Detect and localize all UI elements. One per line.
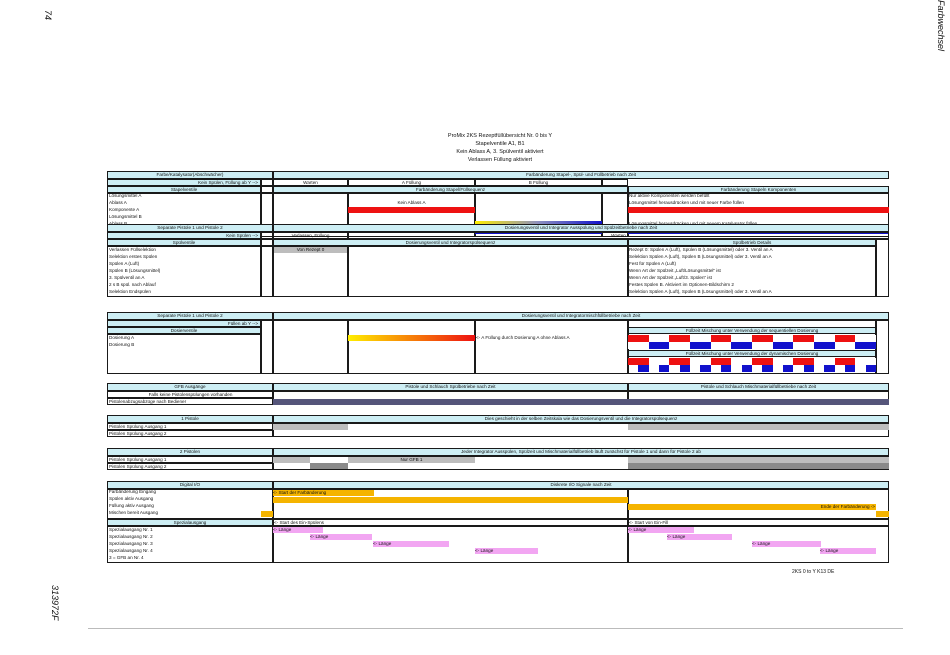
dosing-block-b bbox=[669, 342, 690, 349]
dosing-block-a bbox=[752, 335, 773, 342]
s3-body-c bbox=[475, 320, 628, 374]
s6-head-right: Jeder Integrator Ausspülen, Spülzeit und Mischmaterialfüllbetrieb läuft zunächst für Pistole 1 und dann für Pistole 2 ab bbox=[273, 448, 889, 456]
dosing-block-b bbox=[814, 342, 835, 349]
s2-row-label: Selektion erstes Spülen bbox=[109, 254, 158, 259]
document-number: 313972F bbox=[50, 585, 60, 621]
dosing-block-b bbox=[845, 365, 855, 372]
s6-gun2-fill bbox=[628, 463, 889, 469]
s7-row-label: Füllung aktiv Ausgang bbox=[109, 503, 154, 508]
s2-head-right: Dosierungsventil und Integrator Ausspülung und Spülzeitbetriebe nach Zeit bbox=[273, 224, 889, 232]
s2-col-gap bbox=[261, 239, 273, 246]
dosing-block-a bbox=[711, 358, 732, 365]
s7-row-label: Spülen aktiv Ausgang bbox=[109, 496, 154, 501]
dosing-block-b bbox=[762, 365, 772, 372]
s2-detail: Festes Spülen B. Aktiviert im Optionen-Bildschirm 2 bbox=[629, 282, 734, 287]
s3-body-b bbox=[348, 320, 475, 374]
s2-detail: Fest für Spülen A (Luft) bbox=[629, 261, 676, 266]
s7-head-right: Diskrete I/O Signale nach Zeit bbox=[273, 481, 889, 489]
dosing-block-b bbox=[690, 342, 711, 349]
s1-head-right: Farbänderung Stapel-, Spül- und Füllbetrieb nach Zeit bbox=[273, 171, 889, 179]
s2-row-label: Spülen B (Lösungsmittel) bbox=[109, 268, 161, 273]
s7-row-label: Mischen bereit Ausgang bbox=[109, 510, 159, 515]
dosing-block-b bbox=[711, 342, 732, 349]
s1-col-mid: Farbänderung Stapel/Füllsequenz bbox=[273, 186, 628, 193]
s4-pistol-trigger-bar bbox=[273, 399, 889, 405]
s4-row-label: Falls keine Pistolenspülungen vorhanden bbox=[107, 391, 273, 398]
s2-col-right: Spülbetrieb Details bbox=[628, 239, 876, 246]
s7-spez-start: <- Start des Ein-Spülens bbox=[273, 519, 628, 526]
s1-row-label: Lösungsmittel B bbox=[109, 214, 142, 219]
s4-row-label: Pistolenabzugsabzüge nach Bediener bbox=[107, 398, 273, 405]
s7-spez-row: Spezialausgang Nr. 4 bbox=[109, 548, 153, 553]
s3-note: <- A Füllung durch Dosierung A ohne Ablass A bbox=[476, 335, 570, 340]
dosing-block-a bbox=[814, 335, 835, 342]
s1-col-right: Farbänderung Stapeln Komponenten bbox=[628, 186, 889, 193]
s2-warten: Warten bbox=[348, 232, 889, 239]
s7-spez-row: 3 = GFB an Nr. 4 bbox=[109, 555, 144, 560]
s6-gun1-a bbox=[273, 457, 310, 463]
s5-row-label: Pistolen Spülung Ausgang 1 bbox=[107, 423, 273, 430]
dosing-block-b bbox=[804, 365, 814, 372]
dosing-block-a bbox=[649, 335, 670, 342]
dosing-block-a bbox=[793, 335, 814, 342]
dosing-block-a bbox=[669, 335, 690, 342]
dosing-block-b bbox=[742, 365, 752, 372]
page-number: 74 bbox=[43, 10, 53, 21]
s7-laenge-bar: <- Länge bbox=[310, 534, 372, 540]
s2-col-left: Spülventile bbox=[107, 239, 261, 246]
s3-body-end bbox=[876, 320, 889, 374]
s3-head-left: Separate Pistole 1 und Pistole 2 bbox=[107, 312, 273, 320]
s7-laenge-bar: <- Länge bbox=[820, 548, 876, 554]
s3-row-label: Dosierung A bbox=[109, 335, 135, 340]
s2-body-end bbox=[876, 239, 889, 297]
dosing-block-a bbox=[731, 358, 752, 365]
s2-body-gap bbox=[261, 246, 273, 297]
s2-von-rezept: Von Rezept 0 bbox=[274, 247, 347, 253]
dosing-block-a bbox=[793, 358, 814, 365]
dosing-block-b bbox=[700, 365, 710, 372]
dosing-block-a bbox=[731, 335, 752, 342]
s1-row-label: Komponente A bbox=[109, 207, 140, 212]
dosing-block-a bbox=[835, 335, 856, 342]
s7-laenge-bar: <- Länge bbox=[628, 527, 694, 533]
s1-phase-blank bbox=[602, 179, 628, 186]
s2-row-label: 3. Spülventil an A bbox=[109, 275, 145, 280]
s1-kein-ablass: Kein Ablass A bbox=[397, 200, 426, 205]
dosing-block-b bbox=[793, 342, 814, 349]
dosing-block-b bbox=[731, 342, 752, 349]
s7-row-label: Farbänderung Eingang bbox=[109, 489, 156, 494]
dosing-block-b bbox=[638, 365, 648, 372]
dosing-block-b bbox=[680, 365, 690, 372]
s2-body-a bbox=[273, 246, 348, 297]
s1-row-label: Ablass A bbox=[109, 200, 127, 205]
dosing-block-b bbox=[721, 365, 731, 372]
s7-spez-body-mid bbox=[273, 526, 628, 563]
s3-row-label: Dosierung B bbox=[109, 342, 135, 347]
s1-right-note: Nur aktive Komponenten werden befüllt bbox=[629, 193, 710, 198]
s2-row-label: 2 s B spül. nach Ablauf bbox=[109, 282, 156, 287]
s7-spez-head: Spezialausgang bbox=[107, 519, 273, 526]
s1-phase-warten: Warten bbox=[273, 179, 348, 186]
dosing-block-a bbox=[855, 335, 876, 342]
s6-gun2-a bbox=[310, 463, 348, 469]
dosing-block-a bbox=[773, 358, 794, 365]
s2-detail: Selektion Spülen A (Luft), Spülen B (Lösungsmittel) oder 3. Ventil an A bbox=[629, 254, 772, 259]
s7-start-bar: <- Start der Farbänderung bbox=[273, 490, 374, 496]
s3-head-right: Dosierungsventil und Integratormischfüllbetriebe nach Zeit bbox=[273, 312, 889, 320]
s2-verlassen: Verlassen, Füllung bbox=[273, 232, 348, 239]
s5-gun1-fill-bar bbox=[628, 424, 889, 430]
s3-dyn-title: Füllzeit Mischung unter Verwendung der dynamischen Dosierung bbox=[628, 350, 876, 357]
dosing-block-a bbox=[649, 358, 670, 365]
s7-spez-row: Spezialausgang Nr. 2 bbox=[109, 534, 153, 539]
s5-gun1-bar bbox=[273, 424, 348, 430]
s5-head-left: 1 Pistole bbox=[107, 415, 273, 423]
s1-col-gap bbox=[261, 186, 273, 193]
s7-laenge-bar: <- Länge bbox=[667, 534, 732, 540]
dosing-block-b bbox=[752, 342, 773, 349]
footer-code: 2KS 0 to Y K13 DE bbox=[792, 569, 835, 575]
dosing-block-b bbox=[835, 342, 856, 349]
s2-row-label: Spülen A (Luft) bbox=[109, 261, 140, 266]
dosing-block-b bbox=[824, 365, 834, 372]
dosing-block-b bbox=[783, 365, 793, 372]
s3-col-left: Dosierventile bbox=[107, 327, 261, 334]
s5-row-label: Pistolen Spülung Ausgang 2 bbox=[107, 430, 273, 437]
dosing-block-a bbox=[835, 358, 856, 365]
title-line: Kein Ablass A, 3. Spülventil aktiviert bbox=[456, 149, 544, 155]
s2-head-left: Separate Pistole 1 und Pistole 2 bbox=[107, 224, 273, 232]
s3-body-gap bbox=[261, 320, 273, 374]
dosing-block-a bbox=[773, 335, 794, 342]
s1-row-label: Lösungsmittel A bbox=[109, 193, 142, 198]
dosing-block-a bbox=[711, 335, 732, 342]
s1-sub-gap bbox=[261, 179, 273, 186]
dosing-block-a bbox=[752, 358, 773, 365]
s1-right-red-bar bbox=[628, 207, 889, 213]
s4-head-right: Pistole und Schlauch Mischmaterialfüllbetriebe nach Zeit bbox=[628, 383, 889, 391]
s1-head-left: Farbe/Katalysator(Abschwächer) bbox=[107, 171, 273, 179]
s3-seq-title: Füllzeit Mischung unter Verwendung der sequentiellen Dosierung bbox=[628, 327, 876, 334]
s2-sub-gap bbox=[261, 232, 273, 239]
s2-detail: Rezept 0: Spülen A (Luft), Spülen B (Lösungsmittel) oder 3. Ventil an A bbox=[629, 247, 773, 252]
s5-head-right: Dies geschieht in der selben Zeitskala wie das Dosierungsventil und die Integratorspülsequenz bbox=[273, 415, 889, 423]
dosing-block-a bbox=[690, 335, 711, 342]
s7-spez-fill: <- Start von Ein-Fill bbox=[628, 519, 889, 526]
s2-body-b bbox=[348, 246, 628, 297]
s7-spez-row: Spezialausgang Nr. 3 bbox=[109, 541, 153, 546]
s2-sub-left: Kein Spülen --> bbox=[107, 232, 261, 239]
dosing-block-b bbox=[628, 342, 649, 349]
s2-detail: Wenn Art der Spülzeit „Luft/Lösungsmittel“ ist bbox=[629, 268, 721, 273]
dosing-block-a bbox=[690, 358, 711, 365]
s3-body-a bbox=[273, 320, 348, 374]
s4-head-left: GFB Ausgänge bbox=[107, 383, 273, 391]
s6-nur-gfb: Nur GFB 1 bbox=[348, 457, 475, 463]
s1-phase-b: B Füllung bbox=[475, 179, 602, 186]
chapter-title: Farbwechsel bbox=[936, 0, 946, 52]
dosing-block-b bbox=[773, 342, 794, 349]
dosing-block-a bbox=[628, 358, 649, 365]
dosing-block-b bbox=[866, 365, 876, 372]
title-line: Verlassen Füllung aktiviert bbox=[467, 157, 533, 163]
s1-sub-left: Kein Spülen, Füllung ab Y --> bbox=[107, 179, 261, 186]
dosing-block-b bbox=[649, 342, 670, 349]
s1-phase-a: A Füllung bbox=[348, 179, 475, 186]
s1-col-left: Stapelventile bbox=[107, 186, 261, 193]
s3-sub-left: Füllen ab Y --> bbox=[107, 320, 261, 327]
dosing-block-b bbox=[855, 342, 876, 349]
s6-row-label: Pistolen Spülung Ausgang 1 bbox=[107, 456, 273, 463]
s7-laenge-bar: <- Länge bbox=[475, 548, 538, 554]
s7-mix-ready-left bbox=[261, 511, 273, 517]
s7-laenge-bar: <- Länge bbox=[273, 527, 323, 533]
timing-chart-sheet bbox=[107, 171, 889, 570]
s2-row-label: Selektion Endspülen bbox=[109, 289, 151, 294]
s7-head-left: Digital I/O bbox=[107, 481, 273, 489]
s6-row-label: Pistolen Spülung Ausgang 2 bbox=[107, 463, 273, 470]
dosing-block-a bbox=[855, 358, 876, 365]
diagram-title bbox=[380, 132, 620, 164]
s7-laenge-bar: <- Länge bbox=[752, 541, 821, 547]
s2-row-label: Verlassen Füllselektion bbox=[109, 247, 156, 252]
dosing-block-a bbox=[628, 335, 649, 342]
s6-head-left: 2 Pistolen bbox=[107, 448, 273, 456]
s7-mix-ready-right bbox=[876, 511, 889, 517]
s1-komponente-a-bar bbox=[348, 207, 475, 213]
title-line: ProMix 2KS Rezeptfüllübersicht Nr. 0 bis Y bbox=[447, 133, 553, 139]
page-divider bbox=[88, 628, 903, 629]
s7-laenge-bar: <- Länge bbox=[373, 541, 449, 547]
s4-head-mid: Pistole und Schlauch Spülbetriebe nach Zeit bbox=[273, 383, 628, 391]
s2-detail: Selektion Spülen A (Luft), Spülen B (Lösungsmittel) oder 3. Ventil an A bbox=[629, 289, 772, 294]
s7-spez-row: Spezialausgang Nr. 1 bbox=[109, 527, 153, 532]
dosing-block-a bbox=[669, 358, 690, 365]
dosing-block-b bbox=[659, 365, 669, 372]
title-line: Stapelventile A1, B1 bbox=[475, 141, 525, 147]
s1-right-note: Lösungsmittel herausdrücken und mit neuer Farbe füllen bbox=[629, 200, 744, 205]
dosing-block-a bbox=[814, 358, 835, 365]
s7-fill-bar: Ende der Farbänderung -> bbox=[628, 504, 876, 510]
s3-dosierung-a-gradient bbox=[348, 335, 475, 341]
s2-detail: Wenn Art der Spülzeit „Luft/3. Spülen“ ist bbox=[629, 275, 712, 280]
s7-spuelen-bar bbox=[273, 497, 628, 503]
s2-col-mid: Dosierungsventil und Integratorspülsequenz bbox=[273, 239, 628, 246]
